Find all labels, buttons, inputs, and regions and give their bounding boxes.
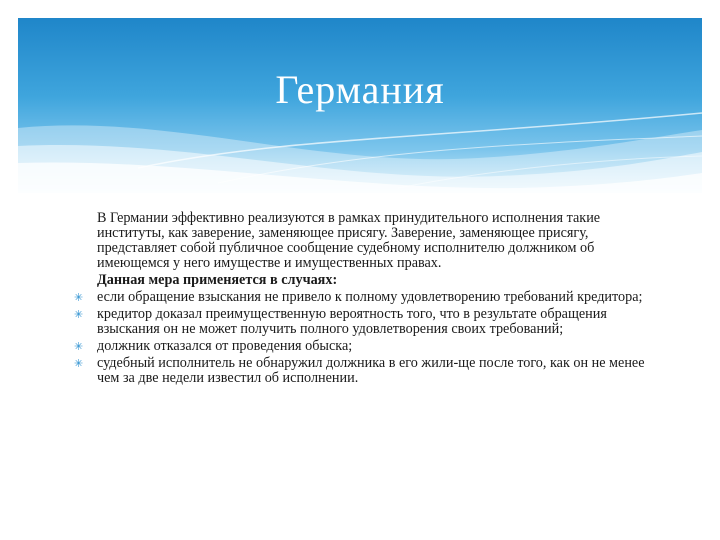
list-item-text: кредитор доказал преимущественную вероятность того, что в результате обращения взыскания он не может получить полного удовлетворения своих требований; [97, 306, 607, 337]
list-item-text: если обращение взыскания не привело к полному удовлетворению требований кредитора; [97, 289, 643, 305]
slide-title: Германия [275, 67, 445, 112]
list-item-text: должник отказался от проведения обыска; [97, 338, 353, 354]
asterisk-bullet-icon: ✳ [74, 340, 84, 353]
asterisk-bullet-icon: ✳ [74, 291, 84, 304]
list-item-text: судебный исполнитель не обнаружил должника в его жили-ще после того, как он не менее чем за две недели известил об исполнении. [97, 355, 645, 386]
list-item [72, 356, 652, 386]
title-banner [18, 18, 702, 193]
list-item [72, 339, 652, 354]
intro-paragraph [72, 211, 652, 271]
asterisk-bullet-icon: ✳ [74, 308, 84, 321]
conditions-heading [72, 273, 652, 288]
conditions-heading-text: Данная мера применяется в случаях: [97, 272, 338, 288]
list-item [72, 290, 652, 305]
asterisk-bullet-icon: ✳ [74, 357, 84, 370]
list-item [72, 307, 652, 337]
intro-text: В Германии эффективно реализуются в рамках принудительного исполнения такие институты, как заверение, заменяющее присягу. Заверение, заменяющее присягу, представляет собой публичное сообщение судебному исполнителю должником об имеющемся у него имуществе и имущественных правах. [97, 210, 601, 271]
slide-body [72, 211, 652, 388]
